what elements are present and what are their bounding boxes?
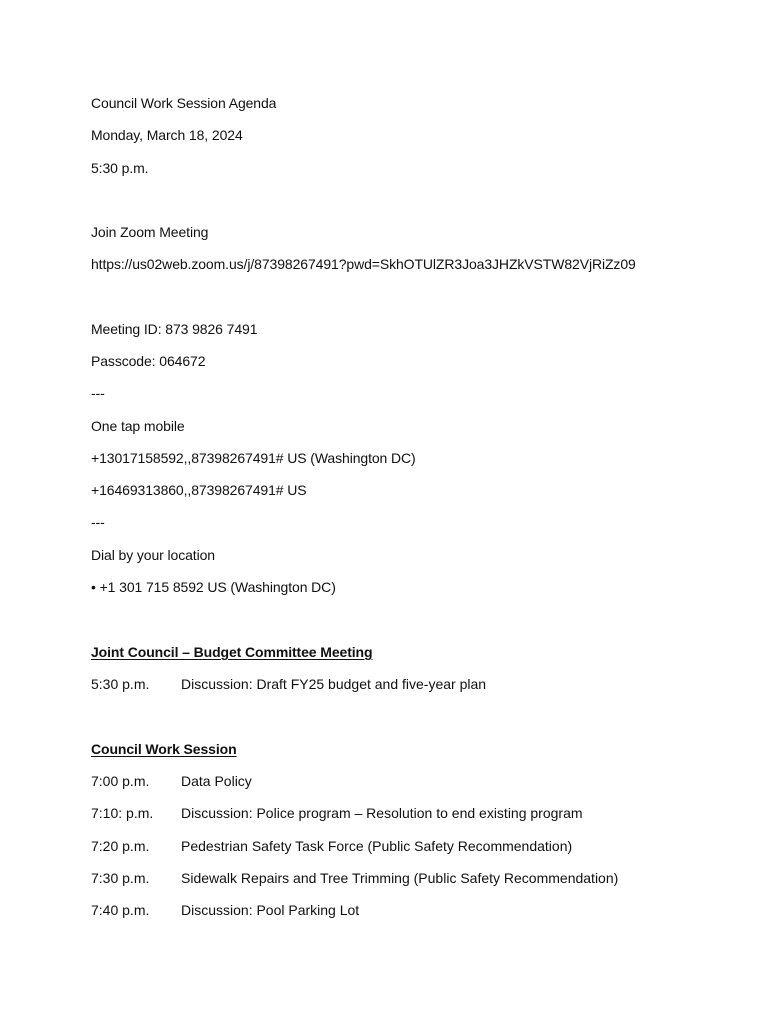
zoom-passcode: Passcode: 064672	[91, 353, 206, 369]
separator-2: ---	[91, 514, 105, 530]
work-session-heading: Council Work Session	[91, 741, 237, 757]
agenda-item-text: Discussion: Police program – Resolution to end existing program	[181, 805, 583, 821]
agenda-item-time: 7:20 p.m.	[91, 838, 150, 854]
agenda-item-time: 7:10: p.m.	[91, 805, 154, 821]
one-tap-number-1: +13017158592,,87398267491# US (Washington DC)	[91, 450, 416, 466]
agenda-item-text: Pedestrian Safety Task Force (Public Safety Recommendation)	[181, 838, 573, 854]
agenda-item-text: Discussion: Pool Parking Lot	[181, 902, 360, 918]
agenda-item-time: 5:30 p.m.	[91, 676, 150, 692]
meeting-time: 5:30 p.m.	[91, 160, 149, 176]
zoom-meeting-id: Meeting ID: 873 9826 7491	[91, 321, 258, 337]
agenda-item-time: 7:40 p.m.	[91, 902, 150, 918]
agenda-title: Council Work Session Agenda	[91, 95, 277, 111]
one-tap-number-2: +16469313860,,87398267491# US	[91, 482, 307, 498]
dial-number-1: • +1 301 715 8592 US (Washington DC)	[91, 579, 336, 595]
separator-1: ---	[91, 385, 105, 401]
one-tap-label: One tap mobile	[91, 418, 185, 434]
joint-session-heading: Joint Council – Budget Committee Meeting	[91, 644, 373, 660]
agenda-item-text: Data Policy	[181, 773, 252, 789]
dial-label: Dial by your location	[91, 547, 215, 563]
zoom-url[interactable]: https://us02web.zoom.us/j/87398267491?pwd=SkhOTUlZR3Joa3JHZkVSTW82VjRiZz09	[91, 256, 636, 272]
zoom-join-label: Join Zoom Meeting	[91, 224, 209, 240]
agenda-item-time: 7:00 p.m.	[91, 773, 150, 789]
meeting-date: Monday, March 18, 2024	[91, 127, 243, 143]
agenda-item-text: Sidewalk Repairs and Tree Trimming (Public Safety Recommendation)	[181, 870, 619, 886]
agenda-item-time: 7:30 p.m.	[91, 870, 150, 886]
agenda-item-text: Discussion: Draft FY25 budget and five-year plan	[181, 676, 487, 692]
